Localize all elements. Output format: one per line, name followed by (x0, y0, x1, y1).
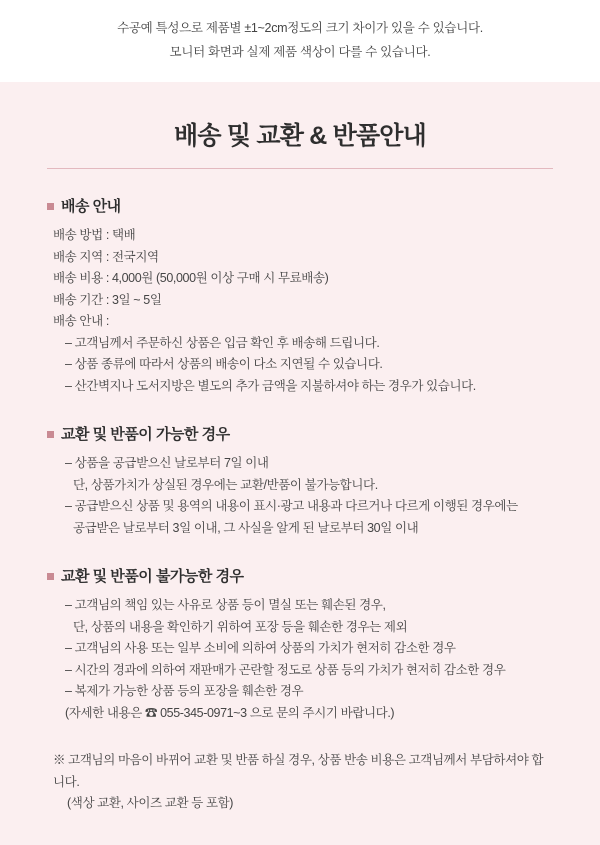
square-bullet-icon (47, 431, 54, 438)
list-item: 배송 기간 : 3일 ~ 5일 (53, 292, 162, 307)
top-notice (0, 0, 600, 82)
page-title: 배송 및 교환 & 반품안내 (174, 122, 426, 150)
list-item: 단, 상품의 내용을 확인하기 위하여 포장 등을 훼손한 경우는 제외 (73, 619, 408, 634)
section-lines (47, 453, 553, 539)
list-item: 배송 비용 : 4,000원 (50,000원 이상 구매 시 무료배송) (53, 271, 329, 285)
list-item: – 시간의 경과에 의하여 재판매가 곤란할 정도로 상품 등의 가치가 현저히 감소한 경우 (65, 662, 506, 677)
section-shipping-info (47, 195, 553, 397)
top-notice-line-2: 모니터 화면과 실제 제품 색상이 다를 수 있습니다. (169, 45, 431, 59)
list-item: – 산간벽지나 도서지방은 별도의 추가 금액을 지불하셔야 하는 경우가 있습니다. (65, 378, 476, 393)
footnote (47, 750, 553, 815)
section-lines (47, 225, 553, 397)
section-heading: 배송 안내 (61, 198, 121, 215)
footnote-main: ※ 고객님의 마음이 바뀌어 교환 및 반품 하실 경우, 상품 반송 비용은 고객님께서 부담하셔야 합니다. (53, 753, 544, 789)
section-exchange-allowed (47, 423, 553, 539)
title-divider (47, 168, 553, 169)
section-heading: 교환 및 반품이 가능한 경우 (61, 426, 230, 443)
section-heading-row (47, 565, 553, 586)
list-item: 공급받은 날로부터 3일 이내, 그 사실을 알게 된 날로부터 30일 이내 (73, 520, 419, 535)
section-heading-row (47, 195, 553, 216)
panel-content (47, 195, 553, 815)
list-item: 배송 방법 : 택배 (53, 228, 136, 242)
section-heading: 교환 및 반품이 불가능한 경우 (61, 568, 244, 585)
top-notice-line-1: 수공예 특성으로 제품별 ±1~2cm정도의 크기 차이가 있을 수 있습니다. (117, 21, 483, 35)
list-item: 단, 상품가치가 상실된 경우에는 교환/반품이 불가능합니다. (73, 477, 378, 492)
footnote-sub: (색상 교환, 사이즈 교환 등 포함) (67, 796, 234, 810)
square-bullet-icon (47, 573, 54, 580)
list-item: – 고객님께서 주문하신 상품은 입금 확인 후 배송해 드립니다. (65, 335, 380, 350)
section-exchange-not-allowed (47, 565, 553, 724)
section-heading-row (47, 423, 553, 444)
shipping-return-panel (0, 82, 600, 845)
list-item: 배송 지역 : 전국지역 (53, 249, 159, 264)
section-lines (47, 595, 553, 724)
list-item: – 상품을 공급받으신 날로부터 7일 이내 (65, 456, 269, 470)
contact-phone-line: (자세한 내용은 ☎ 055-345-0971~3 으로 문의 주시기 바랍니다.) (65, 705, 395, 720)
list-item: – 상품 종류에 따라서 상품의 배송이 다소 지연될 수 있습니다. (65, 357, 383, 371)
list-item: 배송 안내 : (53, 314, 109, 328)
list-item: – 고객님의 책임 있는 사유로 상품 등이 멸실 또는 훼손된 경우, (65, 598, 386, 612)
square-bullet-icon (47, 203, 54, 210)
list-item: – 고객님의 사용 또는 일부 소비에 의하여 상품의 가치가 현저히 감소한 경우 (65, 641, 456, 655)
list-item: – 공급받으신 상품 및 용역의 내용이 표시·광고 내용과 다르거나 다르게 이행된 경우에는 (65, 499, 518, 513)
list-item: – 복제가 가능한 상품 등의 포장을 훼손한 경우 (65, 684, 304, 698)
